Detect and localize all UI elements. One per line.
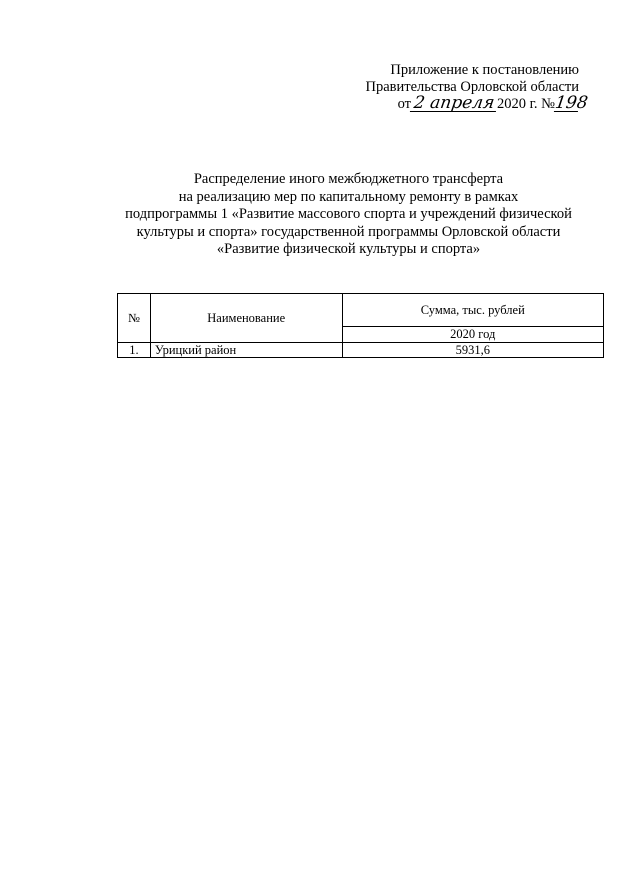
- handwritten-date: 2 апреля: [410, 96, 498, 112]
- title-line-3: подпрограммы 1 «Развитие массового спорта и учреждений физической: [125, 206, 572, 222]
- appendix-date-line: [366, 93, 589, 113]
- title-line-4: культуры и спорта» государственной программы Орловской области: [136, 223, 561, 240]
- document-title: [40, 171, 639, 259]
- handwritten-number: 198: [553, 93, 589, 113]
- header-sum: Сумма, тыс. рублей: [342, 294, 603, 327]
- year-suffix: 2020 г. №: [496, 96, 555, 112]
- row-number: 1.: [118, 343, 151, 358]
- row-name: Урицкий район: [150, 343, 342, 358]
- appendix-header: [365, 62, 589, 113]
- header-name: Наименование: [150, 294, 342, 343]
- title-line-2: на реализацию мер по капитальному ремонту в рамках: [178, 188, 519, 205]
- title-line-1: Распределение иного межбюджетного трансферта: [193, 171, 504, 187]
- title-line-5: «Развитие физической культуры и спорта»: [216, 241, 481, 257]
- header-year: 2020 год: [342, 327, 603, 343]
- appendix-line-1: Приложение к постановлению: [390, 62, 579, 78]
- table-row: [118, 343, 604, 358]
- header-number: №: [118, 294, 151, 343]
- row-sum: 5931,6: [342, 343, 603, 358]
- appendix-line-2: Правительства Орловской области: [365, 79, 579, 95]
- distribution-table: [117, 293, 604, 358]
- date-prefix: от: [397, 96, 411, 112]
